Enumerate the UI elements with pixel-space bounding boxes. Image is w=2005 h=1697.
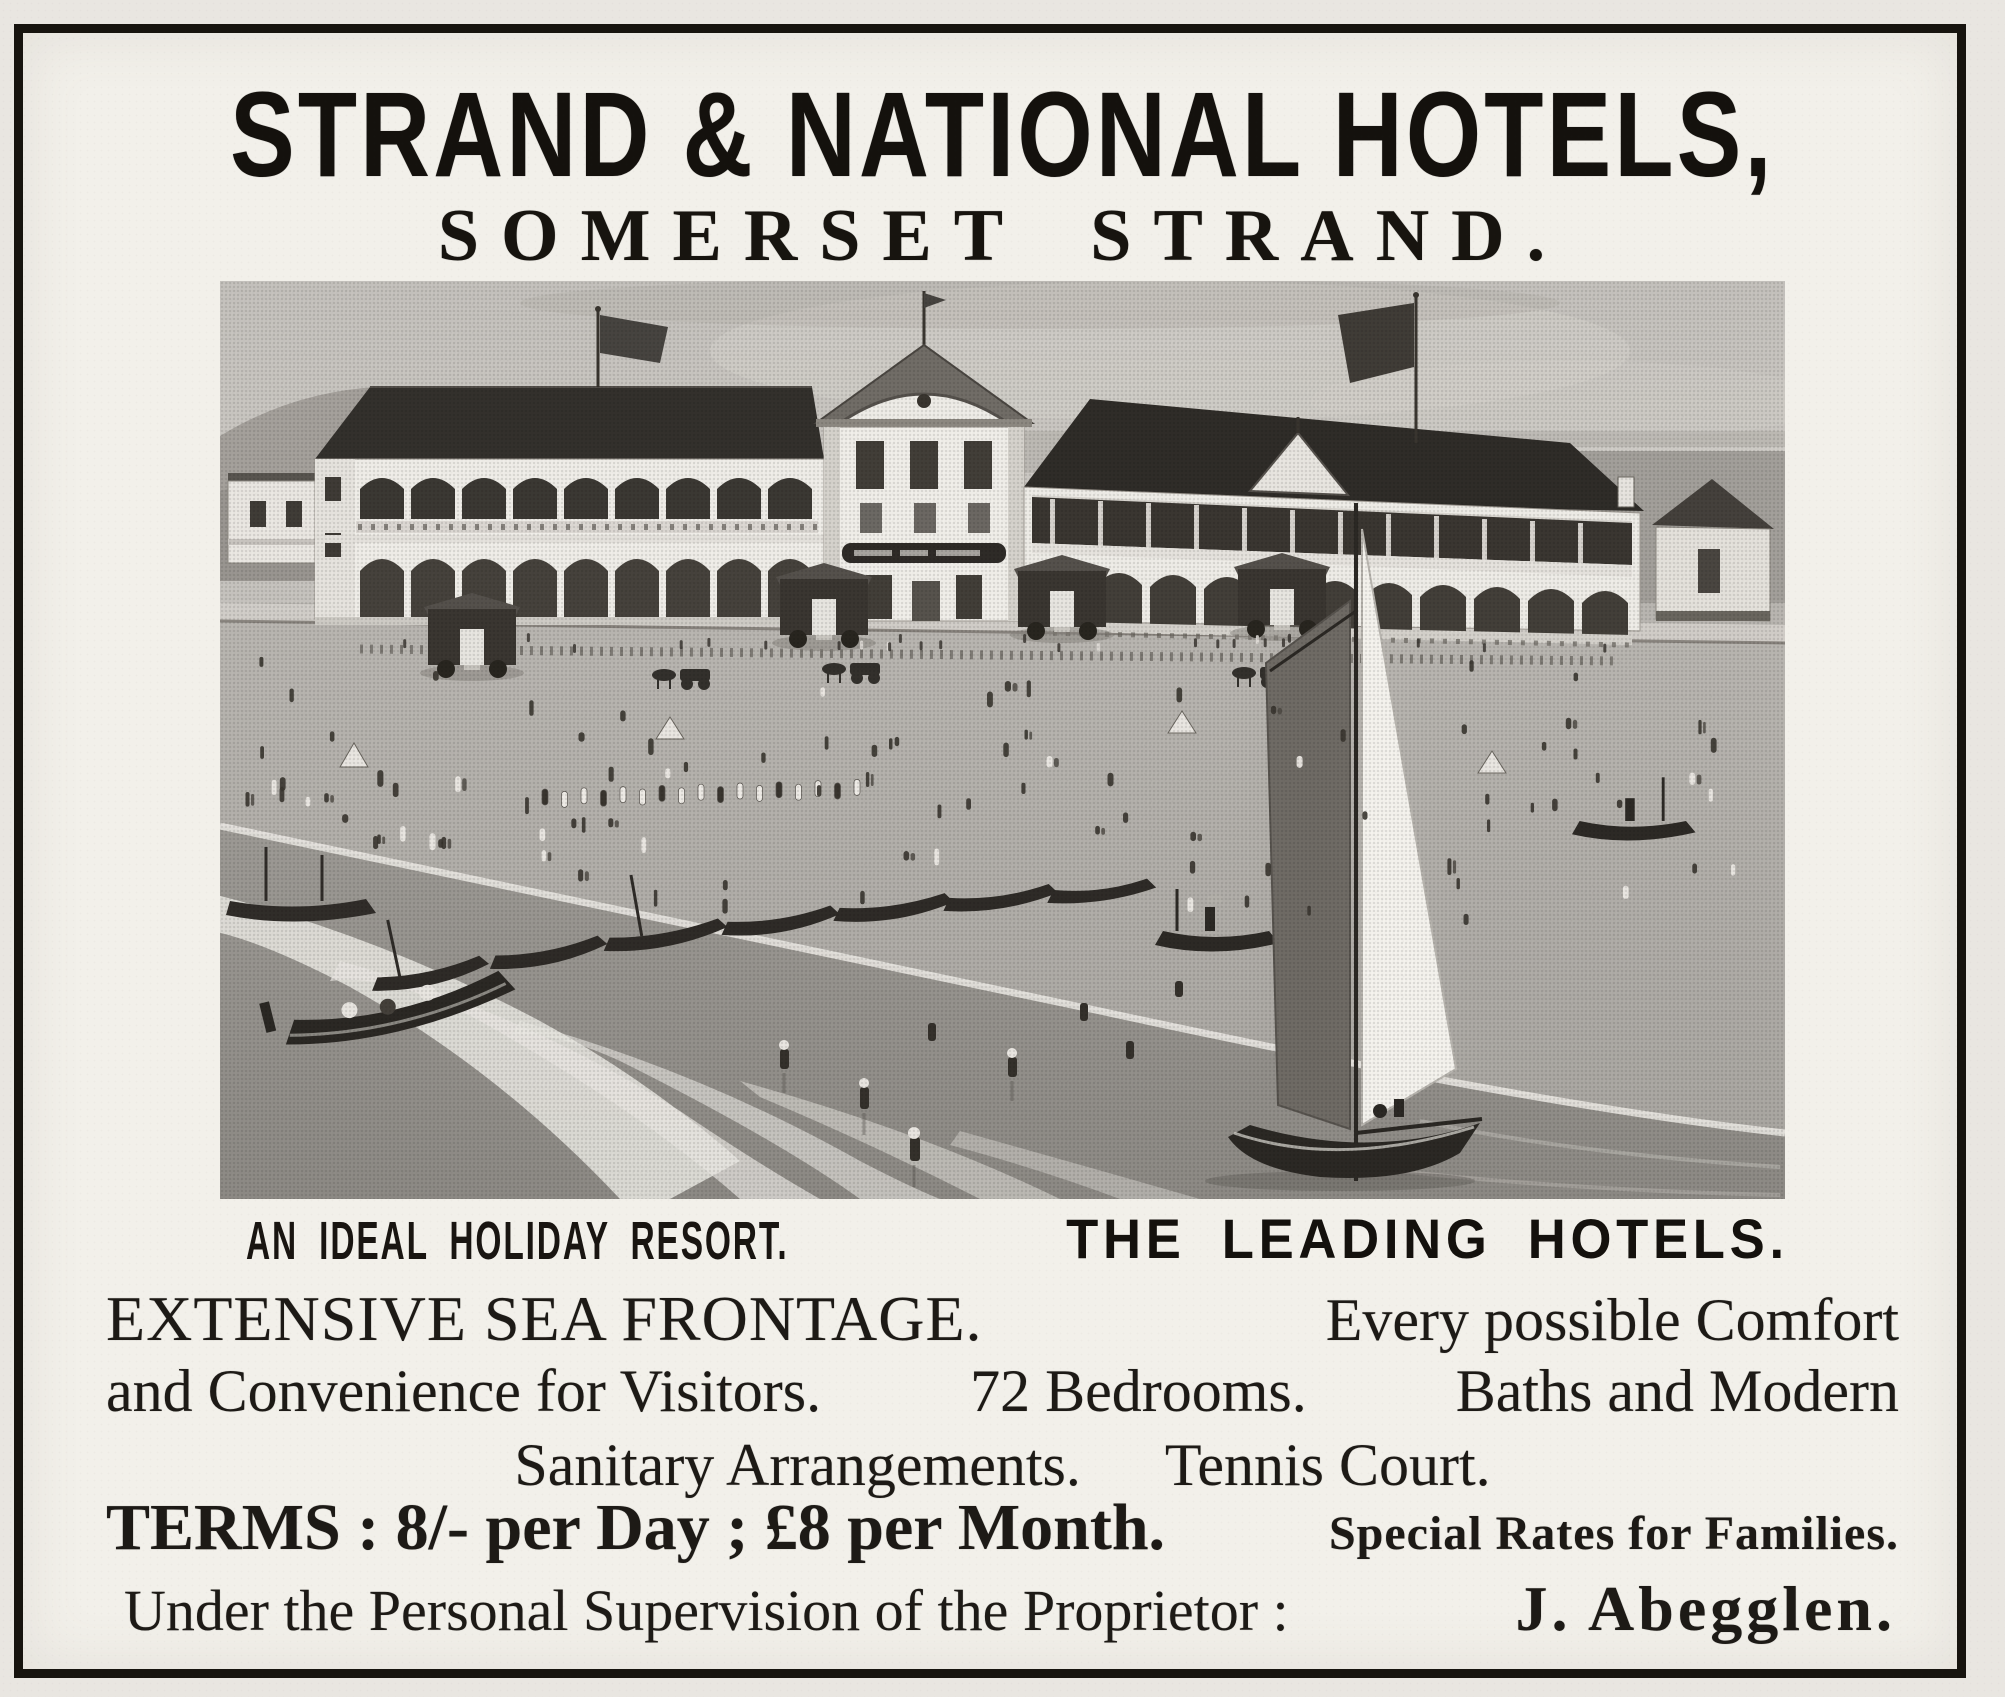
proprietor-line: [124, 1572, 1896, 1646]
terms-main: TERMS : 8/- per Day ; £8 per Month.: [106, 1491, 1166, 1564]
body-line-2-seg2: 72 Bedrooms.: [970, 1358, 1307, 1424]
body-line-3-seg1: Sanitary Arrangements.: [514, 1432, 1081, 1498]
body-line-1-rest: Every possible Comfort: [1325, 1287, 1899, 1353]
body-line-1: [106, 1282, 1899, 1356]
hotel-illustration: [220, 281, 1785, 1199]
caption-left-text: AN IDEAL HOLIDAY RESORT.: [246, 1211, 789, 1271]
proprietor-lead: Under the Personal Supervision of the Proprietor :: [124, 1578, 1289, 1643]
headline-text: STRAND & NATIONAL HOTELS,: [230, 66, 1775, 202]
body-line-2: [106, 1357, 1899, 1426]
caption-left: [246, 1210, 1121, 1272]
terms-special: Special Rates for Families.: [1328, 1507, 1899, 1560]
body-line-2-seg3: Baths and Modern: [1455, 1358, 1899, 1424]
body-line-3-seg2: Tennis Court.: [1164, 1432, 1491, 1498]
subtitle: [0, 194, 2005, 279]
annex-building: [228, 473, 328, 563]
body-line-2-seg1: and Convenience for Visitors.: [106, 1358, 822, 1424]
hotel-sign: [842, 543, 1006, 563]
caption-right-text: THE LEADING HOTELS.: [1066, 1207, 1789, 1270]
body-line-1-lead: EXTENSIVE SEA FRONTAGE.: [106, 1283, 983, 1354]
headline: [0, 64, 2005, 204]
subtitle-text: SOMERSET STRAND.: [437, 195, 1568, 277]
caption-right: [1020, 1206, 1789, 1271]
proprietor-name: J. Abegglen.: [1515, 1573, 1896, 1644]
terms-line: [106, 1490, 1899, 1566]
